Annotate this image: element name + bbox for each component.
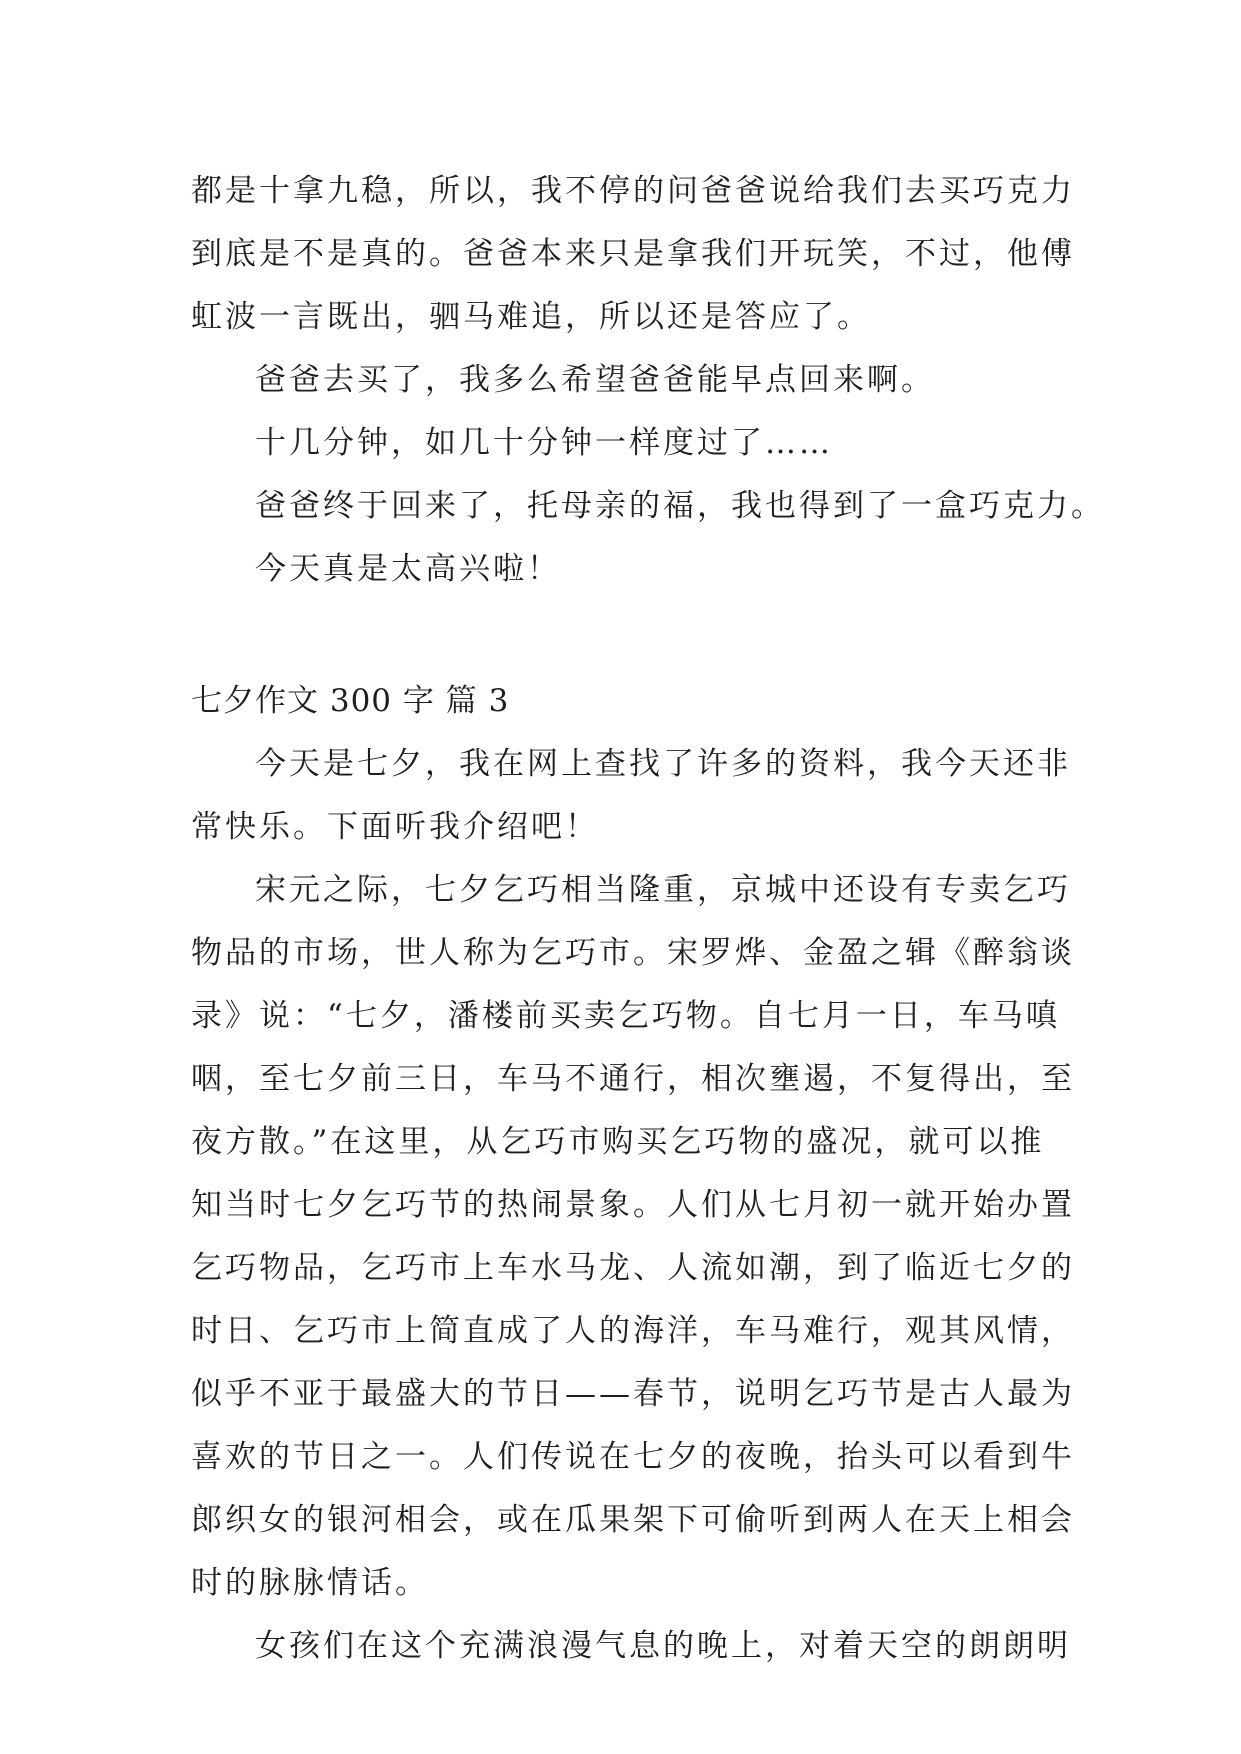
paragraph-line: 时日、乞巧市上简直成了人的海洋，车马难行，观其风情， — [191, 1313, 1075, 1349]
paragraph-line: 虹波一言既出，驷马难追，所以还是答应了。 — [191, 299, 871, 335]
paragraph-line: 都是十拿九稳，所以，我不停的问爸爸说给我们去买巧克力 — [191, 173, 1075, 209]
paragraph-line: 爸爸去买了，我多么希望爸爸能早点回来啊。 — [255, 362, 935, 398]
paragraph-line: 女孩们在这个充满浪漫气息的晚上，对着天空的朗朗明 — [255, 1628, 1071, 1664]
paragraph-line: 似乎不亚于最盛大的节日——春节，说明乞巧节是古人最为 — [191, 1376, 1075, 1412]
paragraph-line: 乞巧物品，乞巧市上车水马龙、人流如潮，到了临近七夕的 — [191, 1250, 1075, 1286]
paragraph-line: 时的脉脉情话。 — [191, 1565, 429, 1601]
paragraph-line: 夜方散。”在这里，从乞巧市购买乞巧物的盛况，就可以推 — [191, 1124, 1045, 1160]
paragraph-line: 今天是七夕，我在网上查找了许多的资料，我今天还非 — [255, 746, 1071, 782]
paragraph-line: 喜欢的节日之一。人们传说在七夕的夜晚，抬头可以看到牛 — [191, 1439, 1075, 1475]
section-gap — [191, 601, 1051, 670]
paragraph-line: 常快乐。下面听我介绍吧！ — [191, 809, 599, 845]
paragraph-line: 知当时七夕乞巧节的热闹景象。人们从七月初一就开始办置 — [191, 1187, 1075, 1223]
paragraph-line: 十几分钟，如几十分钟一样度过了…… — [255, 425, 833, 461]
document-body — [191, 160, 1105, 1678]
paragraph-line: 宋元之际，七夕乞巧相当隆重，京城中还设有专卖乞巧 — [255, 872, 1071, 908]
paragraph-line: 爸爸终于回来了，托母亲的福，我也得到了一盒巧克力。 — [255, 488, 1105, 524]
paragraph-line: 到底是不是真的。爸爸本来只是拿我们开玩笑，不过，他傅 — [191, 236, 1075, 272]
paragraph-line: 今天真是太高兴啦！ — [255, 551, 561, 587]
paragraph-line: 录》说：“七夕，潘楼前买卖乞巧物。自七月一日，车马嗔 — [191, 998, 1060, 1034]
paragraph-line: 物品的市场，世人称为乞巧市。宋罗烨、金盈之辑《醉翁谈 — [191, 935, 1075, 971]
paragraph-line: 郎织女的银河相会，或在瓜果架下可偷听到两人在天上相会 — [191, 1502, 1075, 1538]
paragraph-line: 咽，至七夕前三日，车马不通行，相次壅遏，不复得出，至 — [191, 1061, 1075, 1097]
section-heading: 七夕作文 300 字 篇 3 — [191, 683, 510, 719]
